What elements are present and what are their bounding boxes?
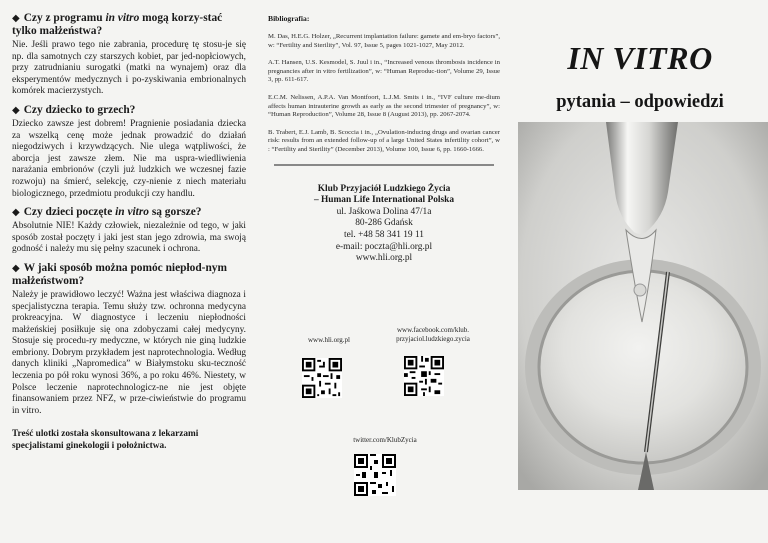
consultation-note: Treść ulotki została skonsultowana z lekarzami specjalistami ginekologii i położnictwa. [12, 429, 199, 452]
section-heading: ◆ Czy dziecko to grzech? [12, 103, 136, 116]
faq-section-help [12, 262, 246, 418]
section-body: Nie. Jeśli prawo tego nie zabrania, procedurę tę stosu-je się np. dla samotnych czy starszych kobiet, par jed-nopłciowych, przy zatrudnianiu surogatki (matki na wynajem) oraz dla eksperymentów medycznych i po-zyskiwania embrionalnych komórek macierzystych. [12, 40, 246, 97]
faq-section-marriage [12, 12, 246, 98]
diamond-bullet-icon: ◆ [12, 262, 20, 274]
ivf-microscope-photo [518, 122, 768, 490]
qr-code-facebook-icon[interactable] [404, 356, 444, 396]
bibliography-entry: M. Das, H.E.G. Holzer, „Recurrent implantation failure: gamete and em-bryo factors”, w: “Fertility and Sterility”, Vol. 97, Issue 5, pages 1021-1027, May 2012. [268, 33, 500, 49]
qr-label-website: www.hli.org.pl [308, 336, 350, 344]
org-phone: tel. +48 58 341 19 11 [344, 229, 424, 240]
faq-column [0, 0, 256, 543]
faq-section-sin [12, 104, 246, 200]
org-name: Klub Przyjaciół Ludzkiego Życia [317, 183, 451, 194]
org-street: ul. Jaśkowa Dolina 47/1a [336, 206, 432, 217]
org-website[interactable]: www.hli.org.pl [355, 253, 413, 264]
diamond-bullet-icon: ◆ [12, 104, 20, 116]
section-body: Absolutnie NIE! Każdy człowiek, niezależnie od tego, w jaki sposób został poczęty i jaki jest stan jego zdrowia, ma swoją godność i należy mu się pełny szacunek i ochrona. [12, 221, 246, 255]
divider [274, 164, 494, 166]
bibliography-title: Bibliografia: [268, 14, 310, 23]
org-city: 80-286 Gdańsk [355, 218, 413, 229]
diamond-bullet-icon: ◆ [12, 207, 20, 219]
organization-contact [268, 184, 500, 265]
org-email[interactable]: e-mail: poczta@hli.org.pl [335, 241, 433, 252]
diamond-bullet-icon: ◆ [12, 13, 20, 24]
section-heading: ◆ Czy dzieci poczęte in vitro są gorsze? [12, 206, 202, 219]
org-name-subtitle: – Human Life International Polska [313, 195, 455, 206]
qr-code-website-icon[interactable] [302, 358, 342, 398]
cover-title: IN VITRO [567, 40, 713, 76]
cover-column [512, 0, 768, 543]
bibliography-entry: B. Trabert, E.J. Lamb, B. Scoccia i in., „Ovulation-inducing drugs and ovarian cancer risk: results from an extended follow-up of a large United States infertility cohort”, w : “Fertility and Sterility” (December 2013), Volume 100, Issue 6, pp. 1660-1666. [268, 128, 500, 153]
qr-label-twitter: twitter.com/KlubZycia [353, 436, 417, 444]
cover-subtitle: pytania – odpowiedzi [556, 92, 724, 112]
qr-code-twitter-icon[interactable] [354, 454, 396, 496]
bibliography-entry: A.T. Hansen, U.S. Kesmodel, S. Juul i in., “Increased venous thrombosis incidence in pregnancies after in vitro fertilization”, w: “Human Reproduc-tion”, Volume 29, Issue 3, pp. 611-617. [268, 59, 500, 84]
faq-section-worse [12, 206, 246, 256]
section-heading: ◆ W jaki sposób można pomóc niepłod-nym małżeństwom? [12, 261, 227, 287]
section-body: Należy je prawidłowo leczyć! Ważna jest właściwa diagnoza i specjalistyczna terapia. Temu służy tzw. ochronna medycyna prokreacyjna. W diagnostyce i leczeniu niepłodności małżeńskiej posiłkuje się ona zdobyczami całej medycyny. Stosuje się procedu-ry medyczne, w których nie giną ludzkie embriony. Dobrym przykładem jest naprotechnologia. Według danych kliniki „Napromedica” w Białymstoku sku-teczność leczenia po pół roku wynosi 36%, a po roku 46%. Niestety, w Polsce leczenie naprotechnologicz-ne nie jest objęte finansowaniem przez NFZ, w prze-ciwieństwie do programu in vitro. [12, 289, 246, 416]
section-heading: ◆ Czy z programu in vitro mogą korzy-stać tylko małżeństwa? [12, 12, 223, 37]
bibliography-entry: E.C.M. Nelissen, A.P.A. Van Montfoort, L.J.M. Smits i in., “IVF culture me-dium affects human intrauterine growth as early as the second trimester of pregnancy”, w: “Human Reproduction”, Volume 28, Issue 8 (August 2013), pp. 2067-2074. [268, 93, 500, 119]
qr-label-facebook: www.facebook.com/klub. przyjaciol.ludzkiego.zycia [396, 326, 470, 343]
section-body: Dziecko zawsze jest dobrem! Pragnienie posiadania dziecka za wszelką cenę może jednak prowadzić do działań niegodziwych i krzywdzących. Nie ulega wątpliwości, że aborcja jest zawsze złem. Nie ma uspra-wiedliwienia narażania embrionów (czyli już ludzkich we wczesnej fazie rozwoju) na śmierć, selekcję, czy-nienie z niech materiału biologicznego, przedmiotu produkcji czy handlu. [12, 118, 246, 199]
